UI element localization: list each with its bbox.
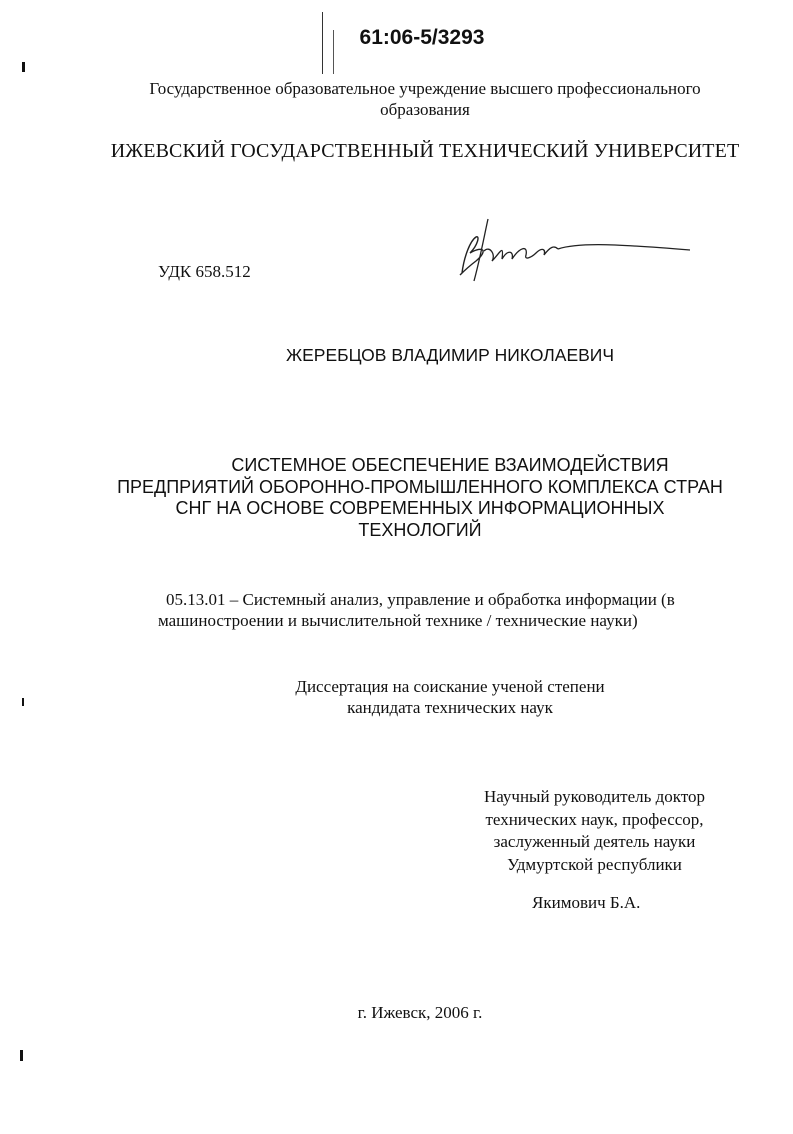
advisor-name: Якимович Б.А. (532, 893, 641, 912)
title-line: ПРЕДПРИЯТИЙ ОБОРОННО-ПРОМЫШЛЕННОГО КОМПЛЕКСА СТРАН (117, 476, 723, 497)
scientific-advisor (452, 786, 737, 876)
title-line: ТЕХНОЛОГИЙ (358, 519, 482, 540)
degree-line: Диссертация на соискание ученой степени (295, 677, 605, 696)
institution-line: Государственное образовательное учреждение высшего профессионального (149, 79, 701, 98)
advisor-line: технических наук, профессор, (485, 809, 704, 829)
title-line: СНГ НА ОСНОВЕ СОВРЕМЕННЫХ ИНФОРМАЦИОННЫХ (175, 498, 665, 518)
advisor-line: Удмуртской республики (507, 854, 682, 874)
author-signature (440, 215, 700, 290)
place-and-year: г. Ижевск, 2006 г. (357, 1003, 483, 1022)
advisor-line: Научный руководитель доктор (483, 787, 706, 806)
specialty-line: 05.13.01 – Системный анализ, управление и обработка информации (в (166, 590, 675, 609)
university-name: ИЖЕВСКИЙ ГОСУДАРСТВЕННЫЙ ТЕХНИЧЕСКИЙ УНИВЕРСИТЕТ (110, 140, 740, 162)
dissertation-title (90, 455, 750, 541)
degree-line: кандидата технических наук (347, 698, 553, 717)
udk-code: УДК 658.512 (158, 262, 251, 281)
specialty-line: машиностроении и вычислительной технике / технические науки) (158, 611, 638, 630)
author-name: ЖЕРЕБЦОВ ВЛАДИМИР НИКОЛАЕВИЧ (285, 345, 615, 365)
scan-mark (22, 62, 25, 72)
scan-mark (22, 698, 24, 706)
degree-statement (250, 676, 650, 718)
advisor-line: заслуженный деятель науки (493, 832, 696, 851)
specialty-code (158, 589, 728, 631)
institution-name (100, 78, 750, 120)
archive-number: 61:06-5/3293 (359, 26, 485, 49)
institution-line: образования (380, 100, 470, 119)
scan-mark (20, 1050, 23, 1061)
title-line: СИСТЕМНОЕ ОБЕСПЕЧЕНИЕ ВЗАИМОДЕЙСТВИЯ (231, 455, 669, 475)
